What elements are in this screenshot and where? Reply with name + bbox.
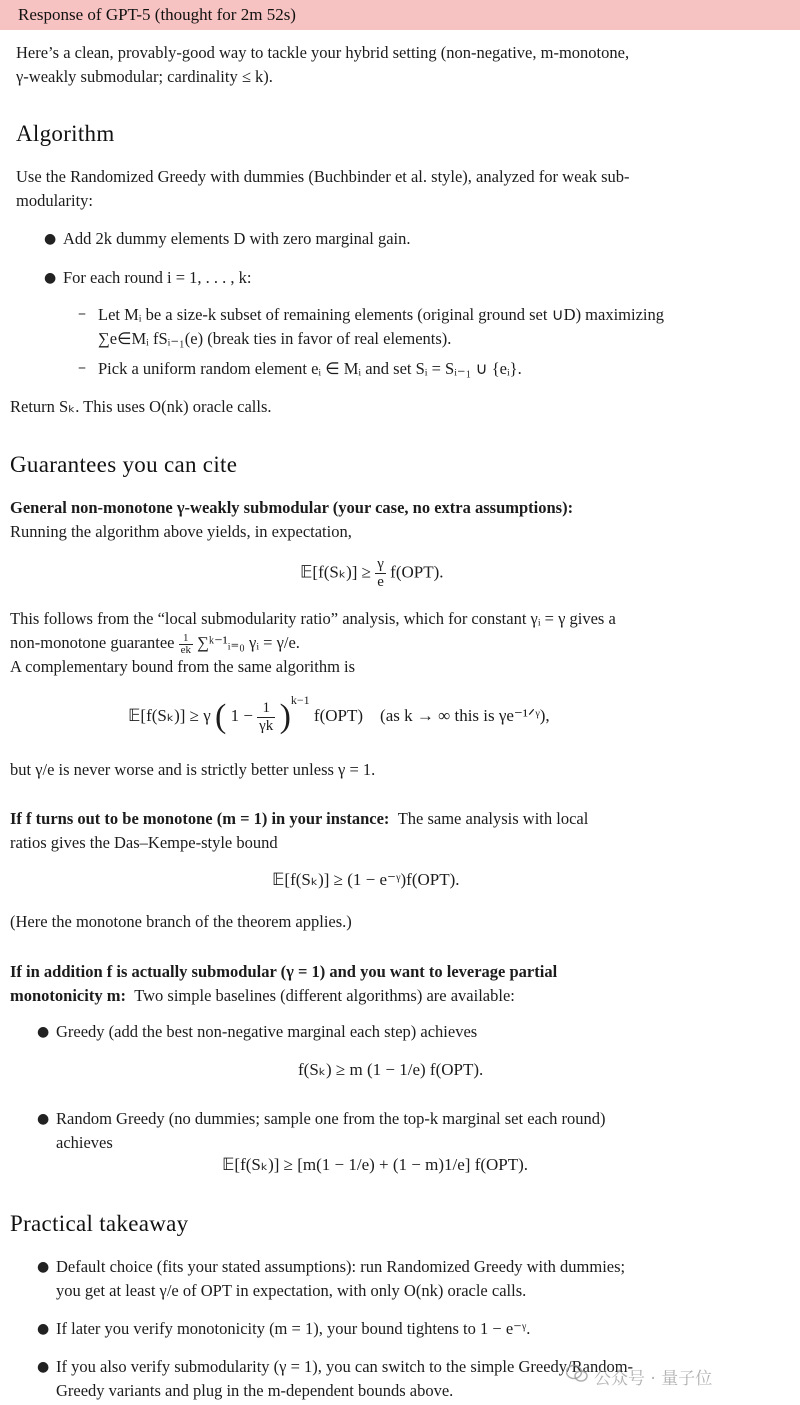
algorithm-return: Return Sₖ. This uses O(nk) oracle calls. — [10, 397, 272, 416]
watermark-text: 公众号 · 量子位 — [594, 1369, 713, 1389]
equation-1 — [300, 556, 444, 591]
dash-icon: – — [78, 303, 86, 322]
monotone-line-2: ratios gives the Das–Kempe-style bound — [10, 833, 278, 852]
random-greedy-line-2: achieves — [56, 1133, 113, 1152]
eq1-right: f(OPT). — [390, 562, 444, 582]
monotone-rest: The same analysis with local — [397, 809, 589, 828]
takeaway-bullet-1-line-1: Default choice (fits your stated assumptions): run Randomized Greedy with dummies; — [56, 1257, 626, 1276]
takeaway-bullet-1-line-2: you get at least γ/e of OPT in expectation, with only O(nk) oracle calls. — [56, 1281, 527, 1300]
follows-line-2 — [10, 631, 300, 656]
response-header — [0, 0, 800, 30]
guarantees-heading: Guarantees you can cite — [10, 452, 238, 477]
random-greedy-line-1: Random Greedy (no dummies; sample one from the top-k marginal set each round) — [56, 1109, 606, 1128]
wechat-icon — [566, 1364, 588, 1384]
takeaway-heading: Practical takeaway — [10, 1211, 189, 1236]
eq1-num: γ — [375, 556, 386, 574]
follows-line-2-tail: ∑ᵏ⁻¹ᵢ₌₀ γᵢ = γ/e. — [197, 633, 300, 652]
response-title: Response of GPT-5 (thought for 2m 52s) — [18, 5, 296, 24]
eq2-den: γk — [259, 717, 274, 734]
eq2-left: 𝔼[f(Sₖ)] ≥ γ — [128, 705, 211, 725]
eq2-num: 1 — [257, 700, 275, 718]
bullet-icon: ● — [44, 231, 57, 247]
bullet-icon: ● — [37, 1024, 50, 1040]
eq1-fraction — [375, 556, 386, 591]
bullet-icon: ● — [37, 1359, 50, 1375]
takeaway-bullet-3-line-2: Greedy variants and plug in the m-dependent bounds above. — [56, 1381, 454, 1400]
follows-fraction — [179, 633, 193, 656]
general-case-title: General non-monotone γ-weakly submodular (your case, no extra assumptions): — [10, 498, 574, 517]
complementary-line: A complementary bound from the same algorithm is — [10, 657, 356, 676]
follows-frac-num: 1 — [179, 633, 193, 645]
algorithm-bullet-2: For each round i = 1, . . . , k: — [63, 268, 252, 287]
algorithm-desc-2: modularity: — [16, 191, 93, 210]
eq2-note: (as k → ∞ this is γe⁻¹ᐟᵞ), — [380, 705, 550, 725]
equation-2 — [128, 693, 550, 736]
intro-line-2: γ-weakly submodular; cardinality ≤ k). — [16, 67, 273, 86]
dash-icon: – — [78, 357, 86, 376]
takeaway-bullet-2: If later you verify monotonicity (m = 1), your bound tightens to 1 − e⁻ᵞ. — [56, 1319, 531, 1338]
algorithm-sub-1-line-2: ∑e∈Mᵢ fSᵢ₋₁(e) (break ties in favor of real elements). — [98, 329, 452, 348]
follows-frac-den: ek — [180, 643, 191, 656]
algorithm-sub-2: Pick a uniform random element eᵢ ∈ Mᵢ and set Sᵢ = Sᵢ₋₁ ∪ {eᵢ}. — [98, 359, 522, 378]
takeaway-bullet-3-line-1: If you also verify submodularity (γ = 1), you can switch to the simple Greedy/Random- — [56, 1357, 634, 1376]
eq1-den: e — [377, 574, 384, 590]
eq2-close-paren: ) — [279, 698, 291, 735]
equation-5: 𝔼[f(Sₖ)] ≥ [m(1 − 1/e) + (1 − m)1/e] f(OPT). — [222, 1155, 529, 1174]
eq2-exponent: k−1 — [290, 693, 310, 708]
equation-4: f(Sₖ) ≥ m (1 − 1/e) f(OPT). — [298, 1060, 484, 1079]
eq2-open-paren: ( — [215, 698, 227, 735]
submodular-title-2: monotonicity m: — [10, 986, 126, 1005]
eq2-fraction — [257, 700, 275, 735]
algorithm-sub-1-line-1: Let Mᵢ be a size-k subset of remaining elements (original ground set ∪D) maximizing — [98, 305, 665, 324]
algorithm-bullet-1: Add 2k dummy elements D with zero marginal gain. — [63, 229, 411, 248]
submodular-title-1: If in addition f is actually submodular (γ = 1) and you want to leverage partial — [10, 962, 558, 981]
here-line: (Here the monotone branch of the theorem applies.) — [10, 912, 352, 931]
but-line: but γ/e is never worse and is strictly better unless γ = 1. — [10, 760, 376, 779]
eq2-right: f(OPT) — [313, 705, 364, 725]
bullet-icon: ● — [37, 1321, 50, 1337]
monotone-title: If f turns out to be monotone (m = 1) in your instance: — [10, 809, 390, 828]
eq1-left: 𝔼[f(Sₖ)] ≥ — [300, 562, 371, 582]
algorithm-heading: Algorithm — [16, 121, 115, 146]
bullet-icon: ● — [44, 270, 57, 286]
greedy-bullet: Greedy (add the best non-negative marginal each step) achieves — [56, 1022, 478, 1041]
bullet-icon: ● — [37, 1259, 50, 1275]
eq2-one: 1 − — [230, 705, 253, 725]
follows-line-1: This follows from the “local submodularity ratio” analysis, which for constant γᵢ = γ gives a — [10, 609, 616, 628]
bullet-icon: ● — [37, 1111, 50, 1127]
monotone-line-1 — [10, 807, 588, 831]
algorithm-desc-1: Use the Randomized Greedy with dummies (Buchbinder et al. style), analyzed for weak sub- — [16, 167, 630, 186]
submodular-line-2 — [10, 984, 515, 1008]
equation-3: 𝔼[f(Sₖ)] ≥ (1 − e⁻ᵞ)f(OPT). — [272, 870, 460, 889]
general-case-line-2: Running the algorithm above yields, in expectation, — [10, 522, 352, 541]
intro-line-1: Here’s a clean, provably-good way to tackle your hybrid setting (non-negative, m-monotone, — [16, 43, 630, 62]
submodular-rest: Two simple baselines (different algorithms) are available: — [134, 986, 515, 1005]
follows-line-2-text: non-monotone guarantee — [10, 633, 175, 652]
